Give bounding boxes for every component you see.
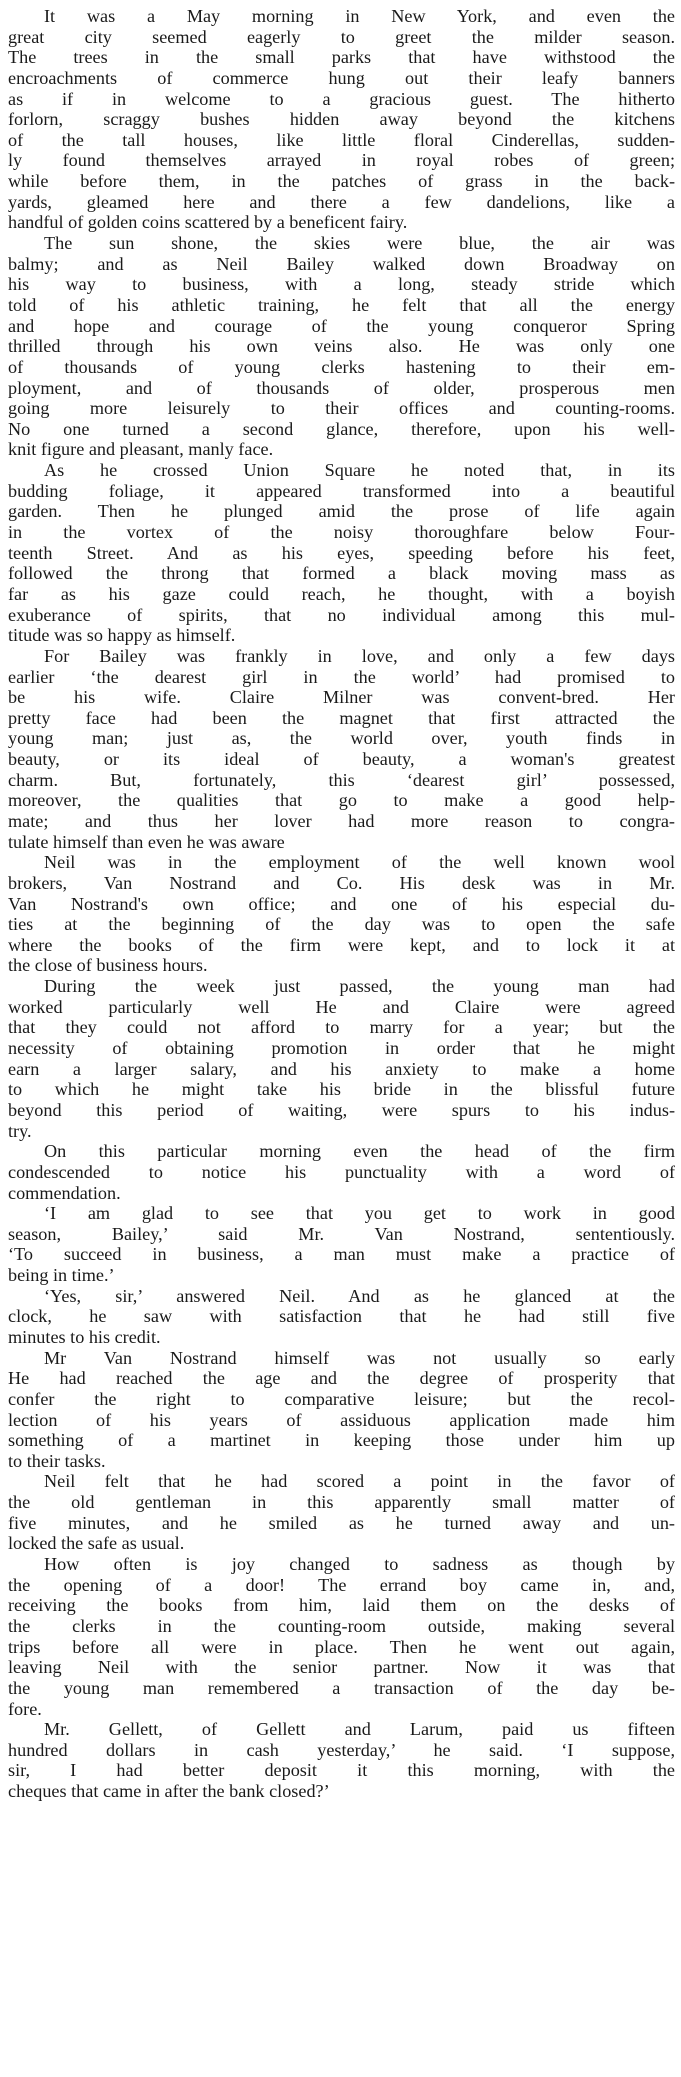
text-line: No one turned a second glance, therefore, upon his well- [8,418,675,439]
text-line: in the vortex of the noisy thoroughfare below Four- [8,522,675,543]
text-line: earlier ‘the dearest girl in the world’ had promised to [8,666,675,687]
text-line: teenth Street. And as his eyes, speeding before his feet, [8,542,675,563]
text-line: beyond this period of waiting, were spurs to his indus- [8,1099,675,1120]
text-line: During the week just passed, the young man had [44,976,675,997]
paragraph [8,1719,675,1802]
text-line: exuberance of spirits, that no individual among this mul- [8,604,675,625]
text-line: Mr Van Nostrand himself was not usually so early [44,1347,675,1368]
paragraph [8,852,675,976]
text-line: fore. [8,1698,42,1719]
text-line: ‘To succeed in business, a man must make a practice of [8,1244,675,1265]
text-line: followed the throng that formed a black moving mass as [8,563,675,584]
text-line: encroachments of commerce hung out their leafy banners [8,67,675,88]
text-line: worked particularly well He and Claire were agreed [8,996,675,1017]
text-line: He had reached the age and the degree of prosperity that [8,1368,675,1389]
text-line: be his wife. Claire Milner was convent-bred. Her [8,687,675,708]
text-line: clock, he saw with satisfaction that he had still five [8,1306,675,1327]
text-line: receiving the books from him, laid them on the desks of [8,1595,675,1616]
text-line: moreover, the qualities that go to make a good help- [8,790,675,811]
paragraph [8,460,675,646]
text-line: handful of golden coins scattered by a beneficent fairy. [8,212,408,233]
text-line: As he crossed Union Square he noted that, in its [44,460,675,481]
text-line: to which he might take his bride in the blissful future [8,1079,675,1100]
text-line: try. [8,1120,32,1141]
text-line: the opening of a door! The errand boy came in, and, [8,1574,675,1595]
text-line: hundred dollars in cash yesterday,’ he said. ‘I suppose, [8,1739,675,1760]
paragraph [8,1286,675,1348]
text-line: and hope and courage of the young conqueror Spring [8,315,675,336]
text-line: mate; and thus her lover had more reason to congra- [8,810,675,831]
text-line: as if in welcome to a gracious guest. The hitherto [8,88,675,109]
text-line: cheques that came in after the bank closed?’ [8,1781,330,1802]
text-line: ‘I am glad to see that you get to work in good [44,1203,675,1224]
text-line: to their tasks. [8,1450,106,1471]
text-line: locked the safe as usual. [8,1533,185,1554]
text-line: charm. But, fortunately, this ‘dearest girl’ possessed, [8,769,675,790]
text-line: Van Nostrand's own office; and one of his especial du- [8,893,675,914]
text-line: Mr. Gellett, of Gellett and Larum, paid us fifteen [44,1719,675,1740]
text-line: ployment, and of thousands of older, prosperous men [8,377,675,398]
paragraph [8,1141,675,1203]
paragraph [8,1554,675,1719]
text-line: being in time.’ [8,1265,115,1286]
text-line: titude was so happy as himself. [8,625,236,646]
text-line: the young man remembered a transaction of the day be- [8,1677,675,1698]
text-line: The trees in the small parks that have withstood the [8,47,675,68]
text-line: ‘Yes, sir,’ answered Neil. And as he glanced at the [44,1285,675,1306]
text-line: Neil felt that he had scored a point in the favor of [44,1471,675,1492]
text-line: earn a larger salary, and his anxiety to make a home [8,1058,675,1079]
text-line: something of a martinet in keeping those under him up [8,1430,675,1451]
paragraph [8,6,675,233]
text-line: yards, gleamed here and there a few dandelions, like a [8,191,675,212]
text-line: far as his gaze could reach, he thought, with a boyish [8,583,675,604]
text-line: going more leisurely to their offices and counting-rooms. [8,398,675,419]
text-line: where the books of the firm were kept, and to lock it at [8,934,675,955]
paragraph [8,1471,675,1554]
paragraph [8,1348,675,1472]
text-line: garden. Then he plunged amid the prose of life again [8,501,675,522]
text-line: of the tall houses, like little floral Cinderellas, sudden- [8,129,675,150]
text-line: balmy; and as Neil Bailey walked down Broadway on [8,253,675,274]
text-line: On this particular morning even the head of the firm [44,1141,675,1162]
text-line: thrilled through his own veins also. He was only one [8,336,675,357]
paragraph [8,976,675,1141]
text-line: the close of business hours. [8,955,208,976]
text-line: leaving Neil with the senior partner. Now it was that [8,1657,675,1678]
text-line: of thousands of young clerks hastening to their em- [8,356,675,377]
text-line: season, Bailey,’ said Mr. Van Nostrand, sententiously. [8,1223,675,1244]
text-line: necessity of obtaining promotion in order that he might [8,1038,675,1059]
text-line: confer the right to comparative leisure; but the recol- [8,1388,675,1409]
text-line: the clerks in the counting-room outside, making several [8,1615,675,1636]
text-line: tulate himself than even he was aware [8,831,285,852]
paragraph [8,1203,675,1286]
text-line: brokers, Van Nostrand and Co. His desk was in Mr. [8,872,675,893]
text-line: sir, I had better deposit it this morning, with the [8,1760,675,1781]
text-line: ties at the beginning of the day was to open the safe [8,914,675,935]
text-line: told of his athletic training, he felt that all the energy [8,294,675,315]
text-line: ly found themselves arrayed in royal robes of green; [8,150,675,171]
text-line: the old gentleman in this apparently small matter of [8,1492,675,1513]
text-line: The sun shone, the skies were blue, the air was [44,233,675,254]
text-line: that they could not afford to marry for a year; but the [8,1017,675,1038]
text-line: lection of his years of assiduous application made him [8,1409,675,1430]
text-line: forlorn, scraggy bushes hidden away beyond the kitchens [8,109,675,130]
text-line: knit figure and pleasant, manly face. [8,439,274,460]
text-line: pretty face had been the magnet that first attracted the [8,707,675,728]
text-line: five minutes, and he smiled as he turned away and un- [8,1512,675,1533]
paragraph [8,233,675,460]
text-line: Neil was in the employment of the well known wool [44,852,675,873]
text-line: while before them, in the patches of grass in the back- [8,171,675,192]
text-line: great city seemed eagerly to greet the milder season. [8,26,675,47]
text-line: For Bailey was frankly in love, and only a few days [44,645,675,666]
text-line: condescended to notice his punctuality with a word of [8,1161,675,1182]
text-line: beauty, or its ideal of beauty, a woman's greatest [8,749,675,770]
text-line: It was a May morning in New York, and even the [44,6,675,26]
text-line: commendation. [8,1182,121,1203]
text-line: minutes to his credit. [8,1327,161,1347]
text-line: budding foliage, it appeared transformed into a beautiful [8,480,675,501]
text-line: trips before all were in place. Then he went out again, [8,1636,675,1657]
text-line: young man; just as, the world over, youth finds in [8,728,675,749]
text-line: his way to business, with a long, steady stride which [8,274,675,295]
paragraph [8,646,675,852]
text-line: How often is joy changed to sadness as though by [44,1554,675,1575]
